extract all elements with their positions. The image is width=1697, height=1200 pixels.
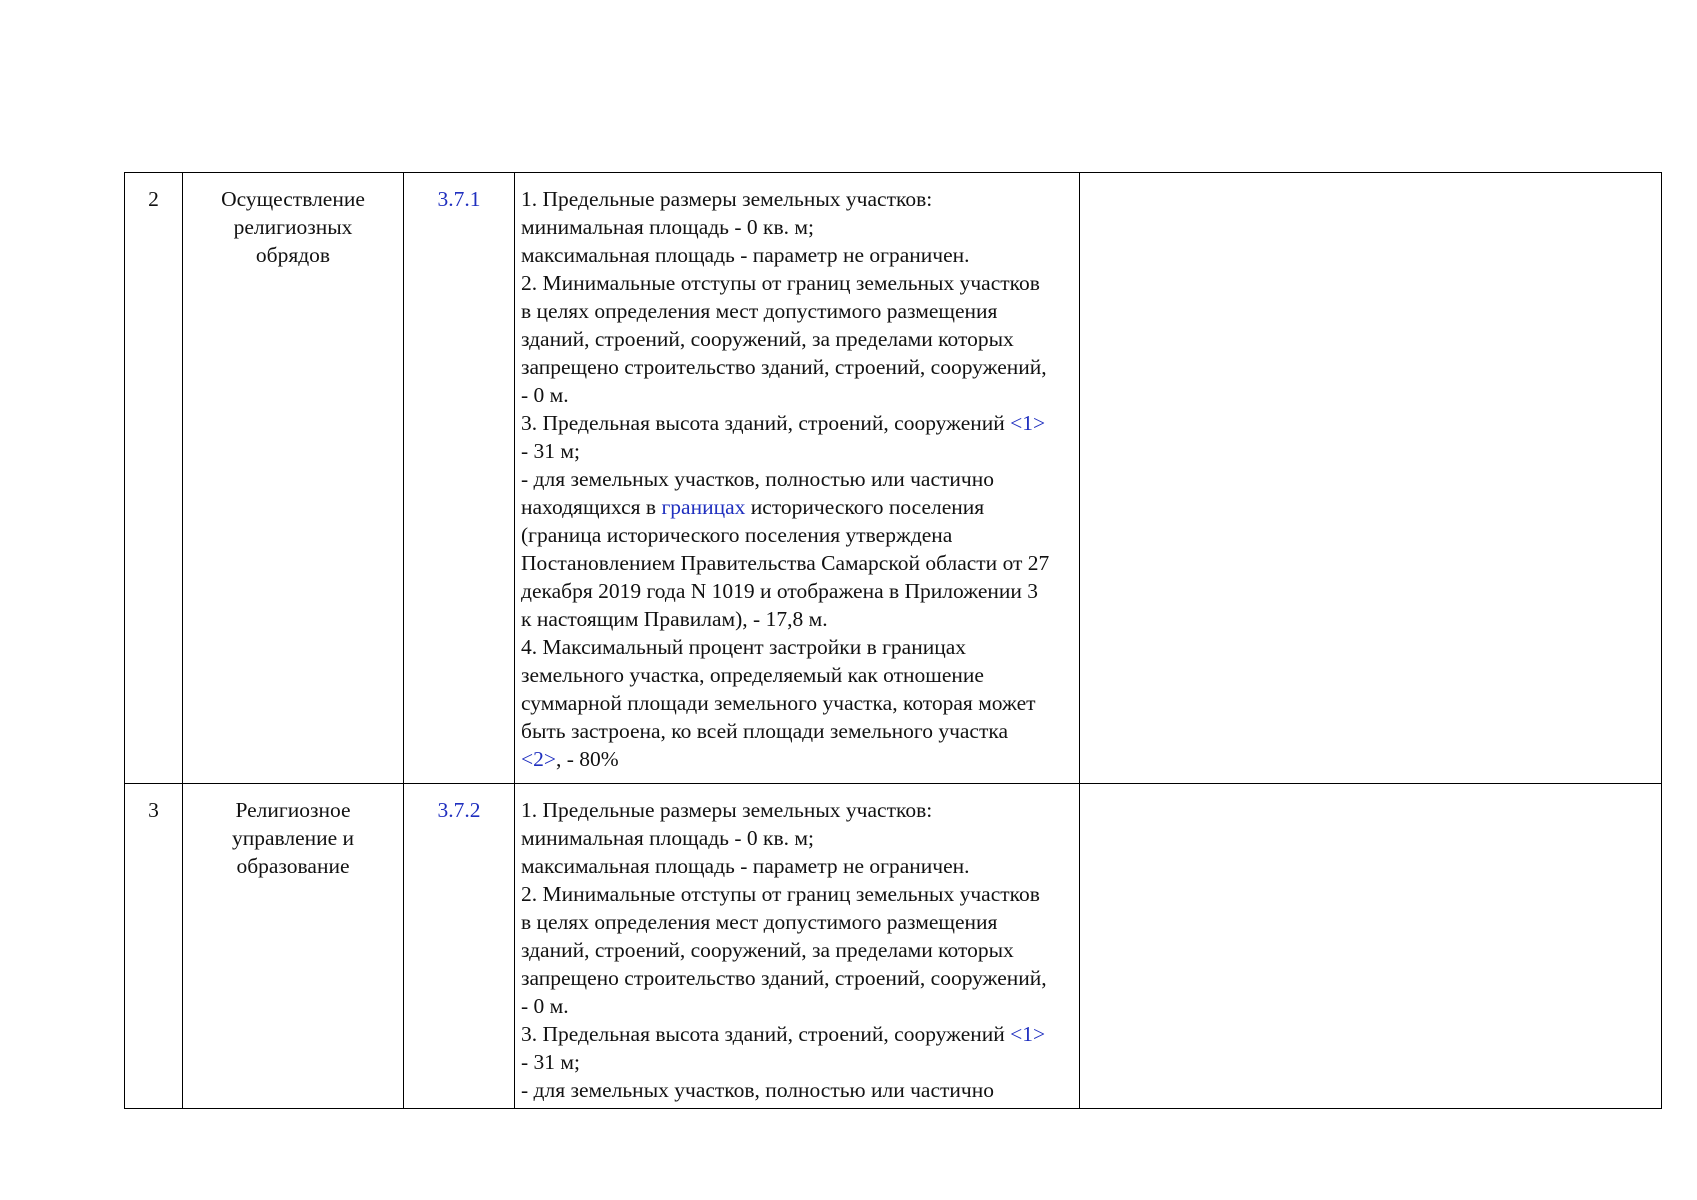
parameter-line: - 31 м; (521, 1050, 580, 1074)
land-use-name-line: управление и (231, 826, 355, 850)
land-use-code-link[interactable]: 3.7.1 (437, 187, 481, 211)
parameter-line: Постановлением Правительства Самарской области от 27 (521, 551, 1050, 575)
parameter-line (521, 409, 1073, 437)
land-use-code-link[interactable]: 3.7.2 (437, 798, 481, 822)
parameter-text: 3. Предельная высота зданий, строений, сооружений (521, 1022, 1011, 1046)
parameter-line (521, 493, 1073, 521)
parameter-line: - 0 м. (521, 994, 569, 1018)
parameter-line: (граница исторического поселения утверждена (521, 523, 953, 547)
parameter-line: запрещено строительство зданий, строений, сооружений, (521, 355, 1047, 379)
parameter-line: максимальная площадь - параметр не ограничен. (521, 243, 970, 267)
parameter-line: 4. Максимальный процент застройки в границах (521, 635, 967, 659)
parameter-text: находящихся в (521, 495, 662, 519)
parameter-line: минимальная площадь - 0 кв. м; (521, 826, 814, 850)
parameter-line: - для земельных участков, полностью или частично (521, 467, 994, 491)
notes-cell (1080, 173, 1662, 784)
parameter-line: суммарной площади земельного участка, которая может (521, 691, 1036, 715)
footnote-link-1[interactable]: <1> (1010, 411, 1046, 435)
land-use-name-line: образование (236, 854, 350, 878)
table-row (125, 173, 1662, 784)
land-use-name-line: обрядов (255, 243, 331, 267)
parameter-line: к настоящим Правилам), - 17,8 м. (521, 607, 828, 631)
land-use-name-line: Религиозное (235, 798, 351, 822)
row-number: 3 (148, 798, 159, 822)
land-use-code-cell (404, 173, 515, 784)
parameters-cell (515, 173, 1080, 784)
land-use-name-line: религиозных (233, 215, 353, 239)
regulations-table (124, 172, 1662, 1109)
parameter-text: 3. Предельная высота зданий, строений, сооружений (521, 411, 1011, 435)
row-number-cell (125, 173, 183, 784)
parameter-line: декабря 2019 года N 1019 и отображена в Приложении 3 (521, 579, 1039, 603)
row-number: 2 (148, 187, 159, 211)
parameter-line: - 0 м. (521, 383, 569, 407)
parameter-line: в целях определения мест допустимого размещения (521, 299, 998, 323)
parameter-line: - 31 м; (521, 439, 580, 463)
parameters-cell (515, 784, 1080, 1109)
land-use-code-cell (404, 784, 515, 1109)
parameter-text: исторического поселения (745, 495, 985, 519)
parameter-line: - для земельных участков, полностью или частично (521, 1078, 994, 1102)
notes-cell (1080, 784, 1662, 1109)
parameter-line (521, 1020, 1073, 1048)
footnote-link-1[interactable]: <1> (1010, 1022, 1046, 1046)
parameter-line: зданий, строений, сооружений, за пределами которых (521, 327, 1014, 351)
parameter-line: запрещено строительство зданий, строений, сооружений, (521, 966, 1047, 990)
parameter-line: быть застроена, ко всей площади земельного участка (521, 719, 1009, 743)
historic-boundaries-link[interactable]: границах (661, 495, 746, 519)
land-use-name-cell (183, 173, 404, 784)
land-use-name-line: Осуществление (221, 187, 365, 211)
footnote-link-2[interactable]: <2> (521, 747, 557, 771)
parameter-line: земельного участка, определяемый как отношение (521, 663, 984, 687)
parameter-line: 2. Минимальные отступы от границ земельных участков (521, 271, 1040, 295)
parameter-line: в целях определения мест допустимого размещения (521, 910, 998, 934)
parameter-line (521, 745, 1073, 773)
parameter-line: зданий, строений, сооружений, за пределами которых (521, 938, 1014, 962)
parameter-line: 1. Предельные размеры земельных участков: (521, 798, 933, 822)
table-row (125, 784, 1662, 1109)
parameter-text: , - 80% (556, 747, 619, 771)
parameter-line: минимальная площадь - 0 кв. м; (521, 215, 814, 239)
parameter-line: 1. Предельные размеры земельных участков: (521, 187, 933, 211)
row-number-cell (125, 784, 183, 1109)
parameter-line: 2. Минимальные отступы от границ земельных участков (521, 882, 1040, 906)
land-use-name-cell (183, 784, 404, 1109)
parameter-line: максимальная площадь - параметр не ограничен. (521, 854, 970, 878)
